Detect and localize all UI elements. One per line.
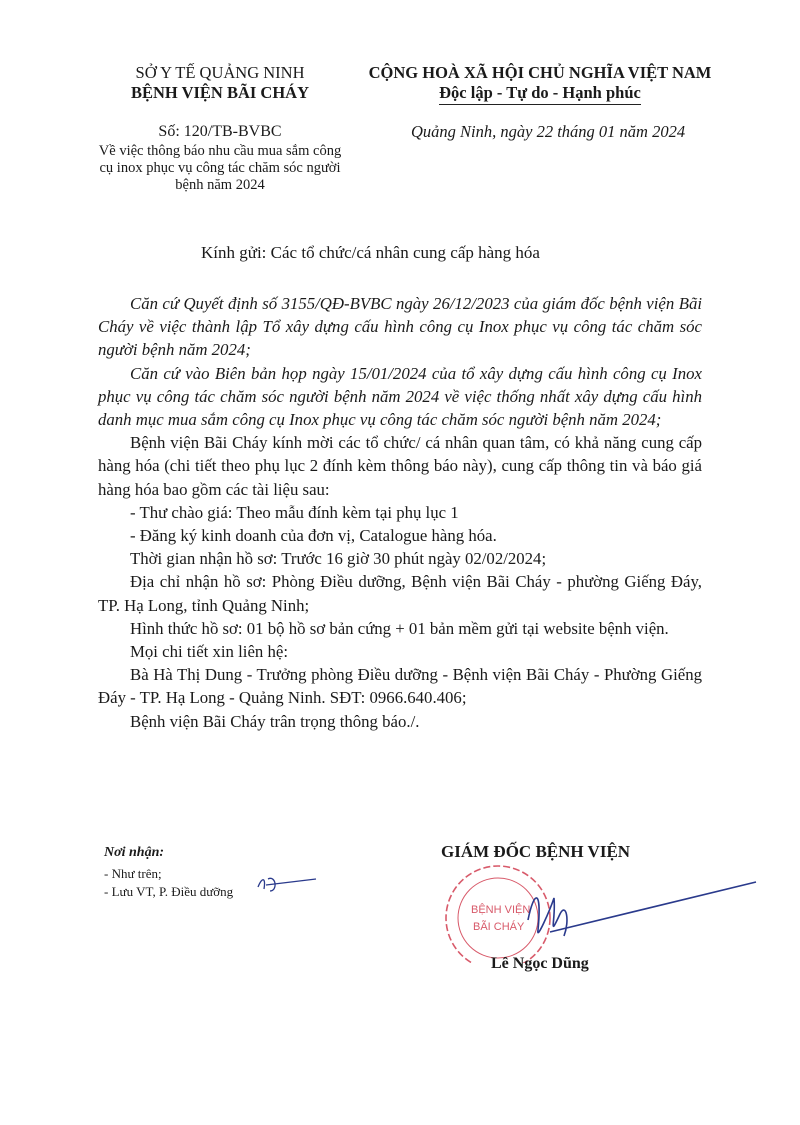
signer-title: GIÁM ĐỐC BỆNH VIỆN xyxy=(441,842,631,861)
paragraph-invitation: Bệnh viện Bãi Cháy kính mời các tổ chức/ cá nhân quan tâm, có khả năng cung cấp hàng hóa (chi tiết theo phụ lục 2 đính kèm thông báo này), cung cấp thông tin và báo giá hàng hóa bao gồm các tài liệu sau: xyxy=(98,433,702,499)
document-date: Quảng Ninh, ngày 22 tháng 01 năm 2024 xyxy=(411,122,686,141)
seal-line-1: BỆNH VIỆN xyxy=(471,904,531,916)
issuer-org: SỞ Y TẾ QUẢNG NINH xyxy=(135,63,305,82)
document-body xyxy=(98,292,702,733)
paragraph-format: Hình thức hồ sơ: 01 bộ hồ sơ bản cứng + 01 bản mềm gửi tại website bệnh viện. xyxy=(130,618,669,638)
document-number: Số: 120/TB-BVBC xyxy=(158,123,282,140)
list-item: - Đăng ký kinh doanh của đơn vị, Catalogue hàng hóa. xyxy=(130,526,497,546)
republic-title: CỘNG HOÀ XÃ HỘI CHỦ NGHĨA VIỆT NAM xyxy=(368,63,712,82)
motto: Độc lập - Tự do - Hạnh phúc xyxy=(439,83,641,105)
recipients-list xyxy=(104,865,233,901)
greeting: Kính gửi: Các tổ chức/cá nhân cung cấp hàng hóa xyxy=(201,243,540,262)
paragraph-deadline: Thời gian nhận hồ sơ: Trước 16 giờ 30 phút ngày 02/02/2024; xyxy=(130,549,547,569)
paragraph-legal-basis-1: Căn cứ Quyết định số 3155/QĐ-BVBC ngày 26/12/2023 của giám đốc bệnh viện Bãi Cháy về việc thành lập Tổ xây dựng cấu hình công cụ Inox phục vụ công tác chăm sóc người bệnh năm 2024; xyxy=(98,294,702,360)
paragraph-contact-intro: Mọi chi tiết xin liên hệ: xyxy=(130,642,288,662)
document-subject: Về việc thông báo nhu cầu mua sắm công cụ inox phục vụ công tác chăm sóc người bệnh năm 2024 xyxy=(98,143,342,193)
paragraph-contact: Bà Hà Thị Dung - Trưởng phòng Điều dưỡng - Bệnh viện Bãi Cháy - Phường Giếng Đáy - TP. Hạ Long - Quảng Ninh. SĐT: 0966.640.406; xyxy=(98,665,702,708)
initial-signature-icon xyxy=(256,873,326,897)
issuer-hospital: BỆNH VIỆN BÃI CHÁY xyxy=(130,83,310,102)
national-header xyxy=(350,63,730,105)
issuer-block xyxy=(100,63,340,103)
paragraph-address: Địa chỉ nhận hồ sơ: Phòng Điều dưỡng, Bệnh viện Bãi Cháy - phường Giếng Đáy, TP. Hạ Long, tỉnh Quảng Ninh; xyxy=(98,572,702,615)
paragraph-legal-basis-2: Căn cứ vào Biên bản họp ngày 15/01/2024 của tổ xây dựng cấu hình công cụ Inox phục vụ công tác chăm sóc người bệnh năm 2024 về việc thống nhất xây dựng cấu hình danh mục mua sắm công cụ Inox phục vụ công tác chăm sóc người bệnh năm 2024; xyxy=(98,363,702,430)
seal-line-2: BÃI CHÁY xyxy=(473,921,525,933)
list-item: - Thư chào giá: Theo mẫu đính kèm tại phụ lục 1 xyxy=(130,502,459,522)
recipient-item: - Như trên; xyxy=(104,866,162,881)
paragraph-closing: Bệnh viện Bãi Cháy trân trọng thông báo./. xyxy=(130,711,420,731)
recipient-item: - Lưu VT, P. Điều dưỡng xyxy=(104,884,234,899)
signer-name: Lê Ngọc Dũng xyxy=(491,955,589,972)
director-signature-icon xyxy=(520,880,760,960)
recipients-title: Nơi nhận: xyxy=(104,845,165,860)
